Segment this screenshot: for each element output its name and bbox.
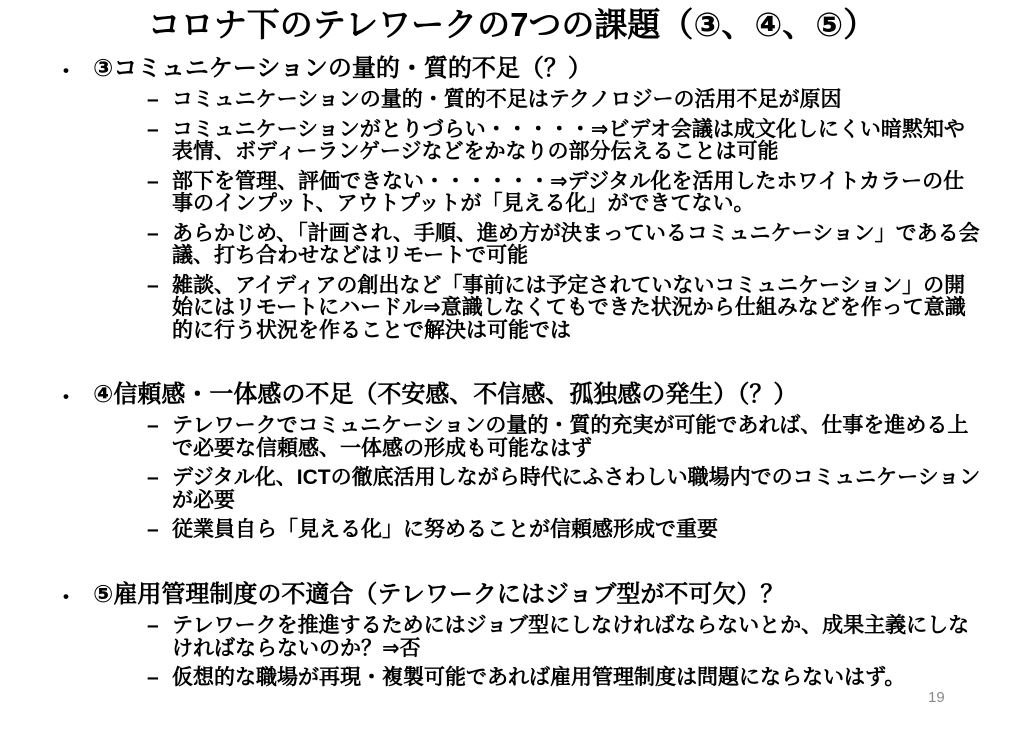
section-communication-shortage xyxy=(0,56,1024,342)
section-heading-row xyxy=(0,582,1024,608)
bullet-icon: • xyxy=(63,387,69,407)
list-item-text: 部下を管理、評価できない・・・・・・⇒デジタル化を活用したホワイトカラーの仕事のインプット、アウトプットが「見える化」ができてない。 xyxy=(172,169,965,216)
section-heading: ④信頼感・一体感の不足（不安感、不信感、孤独感の発生）（？） xyxy=(93,381,798,409)
section-heading: ③コミュニケーションの量的・質的不足（？） xyxy=(93,54,592,82)
list-item xyxy=(0,119,1024,164)
dash-icon: – xyxy=(147,221,159,245)
list-item-text: 従業員自ら「見える化」に努めることが信頼感形成で重要 xyxy=(172,518,718,542)
list-item xyxy=(0,223,1024,268)
list-item xyxy=(0,615,1024,660)
dash-icon: – xyxy=(147,169,159,193)
dash-icon: – xyxy=(147,117,159,141)
section-heading-row xyxy=(0,382,1024,408)
list-item-text: 仮想的な職場が再現・複製可能であれば雇用管理制度は問題にならないはず。 xyxy=(172,666,906,690)
list-item xyxy=(0,519,1024,541)
section-employment-system-mismatch xyxy=(0,582,1024,690)
list-item xyxy=(0,275,1024,342)
dash-icon: – xyxy=(147,88,159,112)
list-item xyxy=(0,171,1024,216)
dash-icon: – xyxy=(147,518,159,542)
list-item-text: コミュニケーションの量的・質的不足はテクノロジーの活用不足が原因 xyxy=(172,88,842,112)
list-item xyxy=(0,415,1024,460)
dash-icon: – xyxy=(147,666,159,690)
section-heading: ⑤雇用管理制度の不適合（テレワークにはジョブ型が不可欠）？ xyxy=(93,580,785,608)
list-item xyxy=(0,667,1024,689)
dash-icon: – xyxy=(147,466,159,490)
section-trust-unity-shortage xyxy=(0,382,1024,542)
slide-title: コロナ下のテレワークの7つの課題（③、④、⑤） xyxy=(147,6,877,43)
list-item-text: コミュニケーションがとりづらい・・・・・⇒ビデオ会議は成文化しにくい暗黙知や表情、ボディーランゲージなどをかなりの部分伝えることは可能 xyxy=(172,117,965,164)
section-heading-row xyxy=(0,56,1024,82)
dash-icon: – xyxy=(147,273,159,297)
list-item xyxy=(0,89,1024,111)
list-item xyxy=(0,467,1024,512)
page-number: 19 xyxy=(928,689,945,706)
list-item-text: テレワークを推進するためにはジョブ型にしなければならないとか、成果主義にしなければならないのか？⇒否 xyxy=(172,614,970,660)
dash-icon: – xyxy=(147,614,159,638)
list-item-text: デジタル化、ICTの徹底活用しながら時代にふさわしい職場内でのコミュニケーションが必要 xyxy=(172,466,981,512)
list-item-text: 雑談、アイディアの創出など「事前には予定されていないコミュニケーション」の開始にはリモートにハードル⇒意識しなくてもできた状況から仕組みなどを作って意識的に行う状況を作ることで解決は可能では xyxy=(172,273,966,342)
list-item-text: あらかじめ、「計画され、手順、進め方が決まっているコミュニケーション」である会議、打ち合わせなどはリモートで可能 xyxy=(172,221,980,268)
list-item-text: テレワークでコミュニケーションの量的・質的充実が可能であれば、仕事を進める上で必要な信頼感、一体感の形成も可能なはず xyxy=(172,414,969,460)
slide xyxy=(0,6,1024,729)
dash-icon: – xyxy=(147,414,159,438)
bullet-icon: • xyxy=(63,60,69,80)
slide-body xyxy=(0,56,1024,690)
bullet-icon: • xyxy=(63,586,69,606)
